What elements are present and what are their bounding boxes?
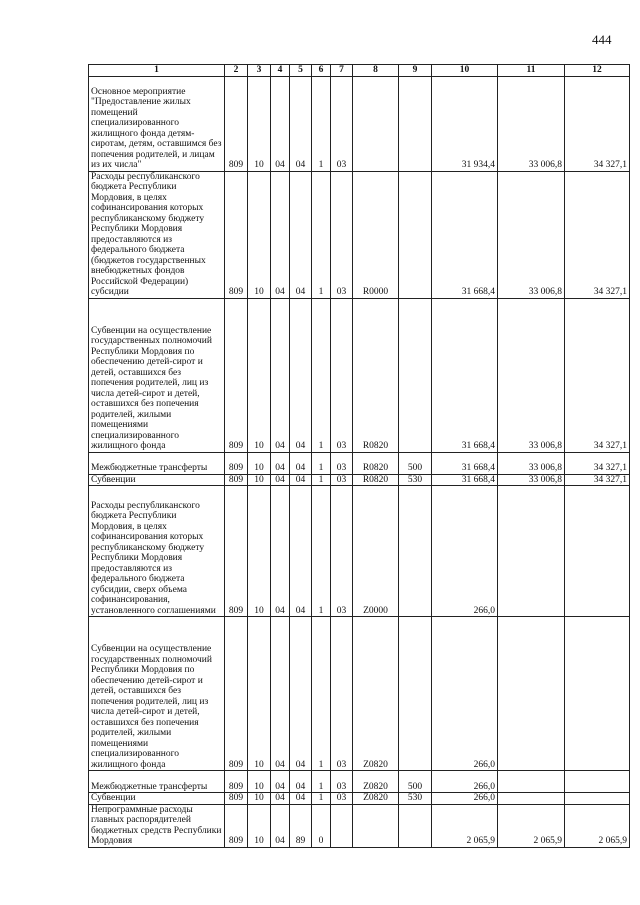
- row-name: Субвенции на осуществление государственных полномочий Республики Мордовия по обеспечению детей-сирот и детей, оставшихся без попечения родителей, лиц из числа детей-сирот и детей, оставшихся без попечения родителей, жилыми помещениями специализированного жилищного фонда: [89, 298, 225, 452]
- cell-c8: R0820: [353, 298, 399, 452]
- table-header: [89, 65, 630, 77]
- column-header: 9: [399, 65, 432, 77]
- cell-c5: 04: [290, 617, 312, 771]
- cell-c2: 809: [225, 804, 248, 847]
- cell-c2: 809: [225, 452, 248, 474]
- cell-c3: 10: [248, 171, 271, 298]
- cell-c6: 1: [312, 793, 331, 805]
- row-name: Непрограммные расходы главных распорядителей бюджетных средств Республики Мордовия: [89, 804, 225, 847]
- cell-c6: 1: [312, 171, 331, 298]
- column-header: 11: [498, 65, 565, 77]
- cell-c3: 10: [248, 804, 271, 847]
- cell-c3: 10: [248, 474, 271, 486]
- cell-c11: [498, 486, 565, 617]
- cell-c2: 809: [225, 486, 248, 617]
- column-header: 1: [89, 65, 225, 77]
- column-header: 3: [248, 65, 271, 77]
- cell-c10: 266,0: [432, 486, 498, 617]
- cell-c3: 10: [248, 298, 271, 452]
- row-name: Межбюджетные трансферты: [89, 452, 225, 474]
- cell-c12: [565, 617, 630, 771]
- cell-c11: 33 006,8: [498, 452, 565, 474]
- row-name: Расходы республиканского бюджета Республики Мордовия, в целях софинансирования которых республиканскому бюджету Республики Мордовия предоставляются из федерального бюджета субсидии, сверх объема софинансирования, установленного соглашениями: [89, 486, 225, 617]
- cell-c11: 33 006,8: [498, 298, 565, 452]
- cell-c3: 10: [248, 793, 271, 805]
- table-row: [89, 76, 630, 171]
- cell-c5: 89: [290, 804, 312, 847]
- cell-c12: 34 327,1: [565, 171, 630, 298]
- cell-c10: 31 668,4: [432, 298, 498, 452]
- cell-c5: 04: [290, 76, 312, 171]
- cell-c4: 04: [271, 474, 290, 486]
- cell-c12: 34 327,1: [565, 298, 630, 452]
- cell-c10: 266,0: [432, 793, 498, 805]
- cell-c7: 03: [331, 486, 353, 617]
- cell-c3: 10: [248, 452, 271, 474]
- table-row: [89, 452, 630, 474]
- budget-table: [88, 64, 630, 848]
- column-header: 7: [331, 65, 353, 77]
- row-name: Субвенции на осуществление государственных полномочий Республики Мордовия по обеспечению детей-сирот и детей, оставшихся без попечения родителей, лиц из числа детей-сирот и детей, оставшихся без попечения родителей, жилыми помещениями специализированного жилищного фонда: [89, 617, 225, 771]
- table-row: [89, 771, 630, 793]
- cell-c7: 03: [331, 793, 353, 805]
- cell-c6: 1: [312, 298, 331, 452]
- cell-c9: 530: [399, 793, 432, 805]
- cell-c2: 809: [225, 474, 248, 486]
- cell-c9: [399, 617, 432, 771]
- cell-c8: Z0820: [353, 617, 399, 771]
- cell-c11: [498, 771, 565, 793]
- row-name: Основное мероприятие "Предоставление жилых помещений специализированного жилищного фонда детям-сиротам, детям, оставшимся без попечения родителей, и лицам из их числа": [89, 76, 225, 171]
- table-row: [89, 486, 630, 617]
- cell-c9: [399, 76, 432, 171]
- cell-c6: 0: [312, 804, 331, 847]
- cell-c5: 04: [290, 793, 312, 805]
- cell-c7: 03: [331, 474, 353, 486]
- cell-c11: 33 006,8: [498, 171, 565, 298]
- cell-c10: 31 668,4: [432, 452, 498, 474]
- row-name: Субвенции: [89, 474, 225, 486]
- cell-c8: Z0820: [353, 771, 399, 793]
- cell-c8: Z0000: [353, 486, 399, 617]
- cell-c10: 2 065,9: [432, 804, 498, 847]
- column-header: 8: [353, 65, 399, 77]
- column-header: 12: [565, 65, 630, 77]
- cell-c7: 03: [331, 617, 353, 771]
- cell-c2: 809: [225, 171, 248, 298]
- cell-c11: 2 065,9: [498, 804, 565, 847]
- cell-c3: 10: [248, 486, 271, 617]
- cell-c10: 31 668,4: [432, 171, 498, 298]
- column-header: 4: [271, 65, 290, 77]
- cell-c4: 04: [271, 771, 290, 793]
- cell-c6: 1: [312, 452, 331, 474]
- cell-c5: 04: [290, 771, 312, 793]
- cell-c11: 33 006,8: [498, 76, 565, 171]
- cell-c6: 1: [312, 486, 331, 617]
- cell-c12: 34 327,1: [565, 452, 630, 474]
- cell-c4: 04: [271, 617, 290, 771]
- cell-c10: 31 934,4: [432, 76, 498, 171]
- cell-c7: 03: [331, 452, 353, 474]
- cell-c4: 04: [271, 486, 290, 617]
- cell-c12: 34 327,1: [565, 474, 630, 486]
- cell-c5: 04: [290, 474, 312, 486]
- cell-c2: 809: [225, 617, 248, 771]
- cell-c4: 04: [271, 171, 290, 298]
- cell-c11: [498, 793, 565, 805]
- cell-c9: 500: [399, 771, 432, 793]
- cell-c9: [399, 171, 432, 298]
- row-name: Субвенции: [89, 793, 225, 805]
- cell-c8: Z0820: [353, 793, 399, 805]
- cell-c3: 10: [248, 617, 271, 771]
- cell-c10: 266,0: [432, 771, 498, 793]
- table-row: [89, 171, 630, 298]
- cell-c2: 809: [225, 298, 248, 452]
- cell-c6: 1: [312, 617, 331, 771]
- cell-c8: [353, 76, 399, 171]
- cell-c2: 809: [225, 793, 248, 805]
- cell-c8: [353, 804, 399, 847]
- table-row: [89, 298, 630, 452]
- cell-c7: 03: [331, 76, 353, 171]
- column-header: 5: [290, 65, 312, 77]
- cell-c5: 04: [290, 298, 312, 452]
- cell-c5: 04: [290, 171, 312, 298]
- cell-c8: R0820: [353, 474, 399, 486]
- column-header: 6: [312, 65, 331, 77]
- cell-c7: [331, 804, 353, 847]
- cell-c8: R0000: [353, 171, 399, 298]
- table-row: [89, 804, 630, 847]
- cell-c9: 530: [399, 474, 432, 486]
- table-row: [89, 474, 630, 486]
- cell-c4: 04: [271, 452, 290, 474]
- cell-c7: 03: [331, 771, 353, 793]
- cell-c5: 04: [290, 486, 312, 617]
- cell-c4: 04: [271, 804, 290, 847]
- cell-c6: 1: [312, 76, 331, 171]
- row-name: Расходы республиканского бюджета Республики Мордовия, в целях софинансирования которых республиканскому бюджету Республики Мордовия предоставляются из федерального бюджета (бюджетов государственных внебюджетных фондов Российской Федерации) субсидии: [89, 171, 225, 298]
- cell-c3: 10: [248, 771, 271, 793]
- table-body: [89, 76, 630, 847]
- cell-c4: 04: [271, 298, 290, 452]
- cell-c4: 04: [271, 793, 290, 805]
- cell-c9: [399, 298, 432, 452]
- column-header: 10: [432, 65, 498, 77]
- cell-c2: 809: [225, 76, 248, 171]
- cell-c11: 33 006,8: [498, 474, 565, 486]
- cell-c3: 10: [248, 76, 271, 171]
- page-number: 444: [592, 32, 612, 47]
- table-row: [89, 793, 630, 805]
- cell-c6: 1: [312, 771, 331, 793]
- row-name: Межбюджетные трансферты: [89, 771, 225, 793]
- cell-c9: [399, 804, 432, 847]
- table-row: [89, 617, 630, 771]
- cell-c5: 04: [290, 452, 312, 474]
- cell-c12: [565, 486, 630, 617]
- cell-c12: 2 065,9: [565, 804, 630, 847]
- cell-c4: 04: [271, 76, 290, 171]
- cell-c8: R0820: [353, 452, 399, 474]
- cell-c10: 31 668,4: [432, 474, 498, 486]
- column-header: 2: [225, 65, 248, 77]
- cell-c9: [399, 486, 432, 617]
- cell-c12: [565, 771, 630, 793]
- cell-c7: 03: [331, 298, 353, 452]
- cell-c10: 266,0: [432, 617, 498, 771]
- cell-c12: 34 327,1: [565, 76, 630, 171]
- cell-c2: 809: [225, 771, 248, 793]
- cell-c12: [565, 793, 630, 805]
- cell-c6: 1: [312, 474, 331, 486]
- cell-c7: 03: [331, 171, 353, 298]
- cell-c9: 500: [399, 452, 432, 474]
- cell-c11: [498, 617, 565, 771]
